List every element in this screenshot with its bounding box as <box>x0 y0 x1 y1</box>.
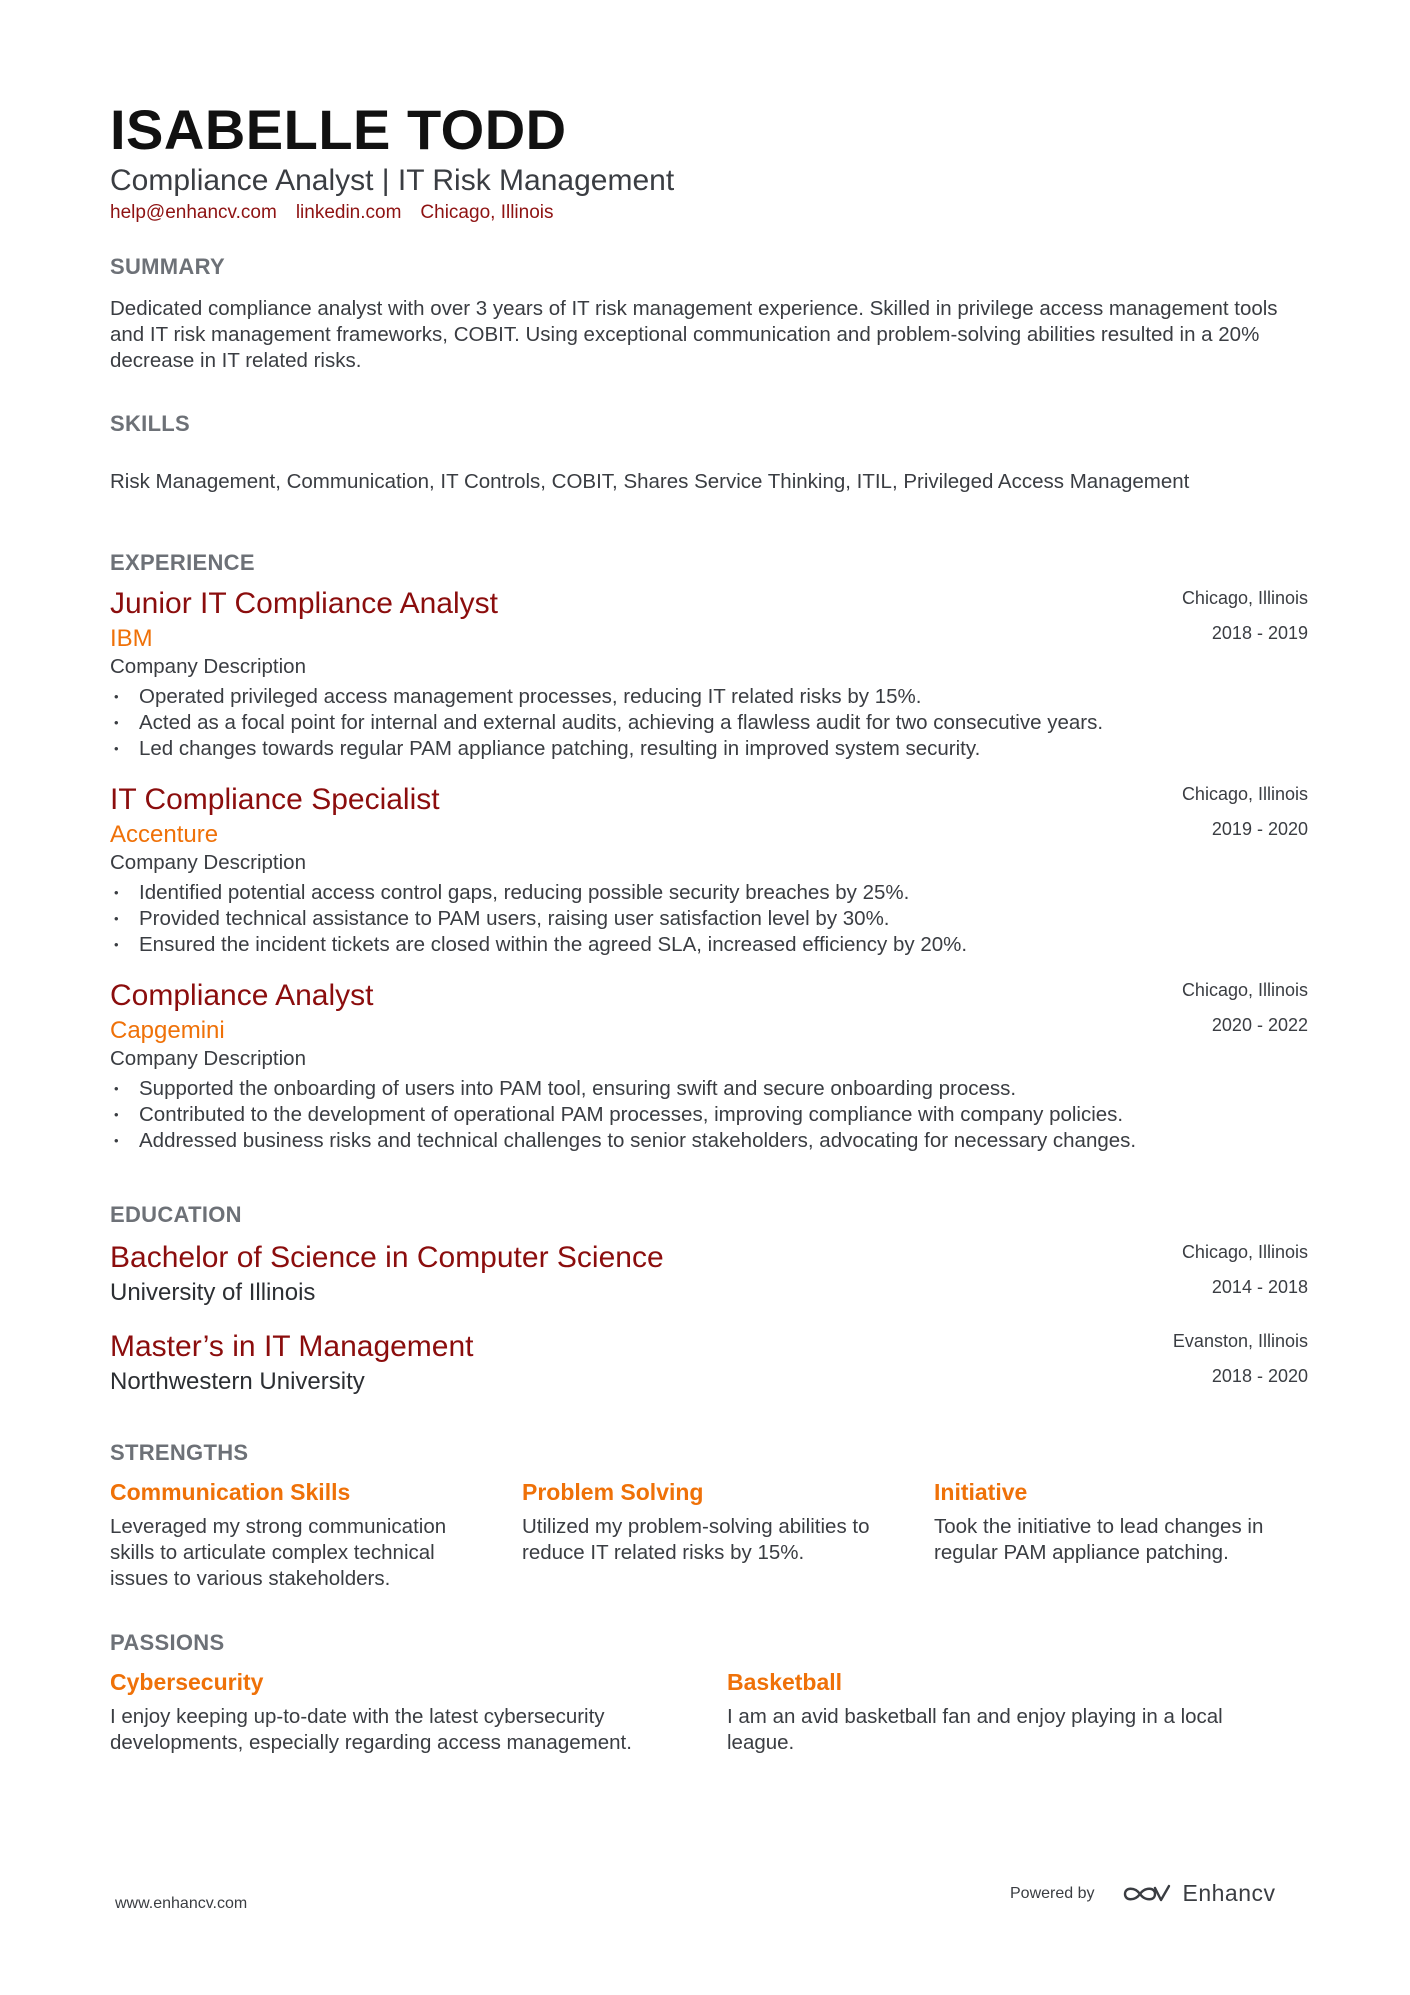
experience-bullet: • Ensured the incident tickets are closed within the agreed SLA, increased efficiency by 20%. <box>110 932 967 958</box>
experience-bullet: • Operated privileged access management processes, reducing IT related risks by 15%. <box>110 684 1103 710</box>
passion-text: I enjoy keeping up-to-date with the latest cybersecurity developments, especially regarding access management. <box>110 1705 632 1754</box>
experience-company: IBM <box>110 625 153 652</box>
summary-text: Dedicated compliance analyst with over 3 years of IT risk management experience. Skilled in privilege access management tools and IT risk management frameworks, COBIT. Using exceptional communication and problem-solving abilities resulted in a 20% decrease in IT related risks. <box>110 297 1278 372</box>
contact-info <box>110 200 554 226</box>
education-location: Evanston, Illinois <box>1172 1331 1308 1351</box>
experience-company: Accenture <box>110 821 219 848</box>
strength-text: Utilized my problem-solving abilities to reduce IT related risks by 15%. <box>522 1515 870 1564</box>
experience-dates: 2019 - 2020 <box>1211 819 1308 839</box>
education-location: Chicago, Illinois <box>1181 1242 1308 1262</box>
skills-text: Risk Management, Communication, IT Controls, COBIT, Shares Service Thinking, ITIL, Privileged Access Management <box>110 470 1190 493</box>
experience-company: Capgemini <box>110 1017 225 1044</box>
experience-bullet: • Acted as a focal point for internal and external audits, achieving a flawless audit for two consecutive years. <box>110 710 1103 736</box>
passion-text: I am an avid basketball fan and enjoy playing in a local league. <box>727 1705 1223 1754</box>
experience-bullet: • Supported the onboarding of users into PAM tool, ensuring swift and secure onboarding process. <box>110 1076 1136 1102</box>
contact-linkedin[interactable]: linkedin.com <box>295 202 402 223</box>
enhancv-brand-name: Enhancv <box>1182 1880 1276 1906</box>
education-dates: 2014 - 2018 <box>1211 1277 1308 1297</box>
strength-title: Communication Skills <box>110 1479 351 1505</box>
enhancv-logo-icon <box>1121 1881 1173 1907</box>
strength-text: Leveraged my strong communication skills to articulate complex technical issues to various stakeholders. <box>110 1515 447 1590</box>
passion-title: Basketball <box>727 1669 843 1695</box>
education-heading: EDUCATION <box>110 1202 242 1227</box>
experience-location: Chicago, Illinois <box>1181 588 1308 608</box>
summary-heading: SUMMARY <box>110 254 225 279</box>
experience-role: IT Compliance Specialist <box>110 783 440 816</box>
education-degree: Master’s in IT Management <box>110 1330 474 1363</box>
experience-role: Junior IT Compliance Analyst <box>110 587 498 620</box>
contact-email[interactable]: help@enhancv.com <box>110 202 277 223</box>
passion-title: Cybersecurity <box>110 1669 264 1695</box>
experience-company-description: Company Description <box>110 851 306 874</box>
education-school: Northwestern University <box>110 1368 365 1395</box>
education-dates: 2018 - 2020 <box>1211 1366 1308 1386</box>
candidate-name: ISABELLE TODD <box>110 98 567 161</box>
experience-dates: 2018 - 2019 <box>1211 623 1308 643</box>
contact-location: Chicago, Illinois <box>420 202 554 223</box>
footer-website[interactable]: www.enhancv.com <box>115 1895 248 1912</box>
footer-branding <box>1010 1880 1276 1907</box>
powered-by-label: Powered by <box>1010 1884 1095 1902</box>
experience-bullet: • Led changes towards regular PAM appliance patching, resulting in improved system security. <box>110 736 1103 762</box>
education-degree: Bachelor of Science in Computer Science <box>110 1241 664 1274</box>
experience-company-description: Company Description <box>110 655 306 678</box>
candidate-headline: Compliance Analyst | IT Risk Management <box>110 164 675 197</box>
strengths-heading: STRENGTHS <box>110 1440 249 1465</box>
experience-dates: 2020 - 2022 <box>1211 1015 1308 1035</box>
experience-bullets <box>110 880 967 958</box>
experience-location: Chicago, Illinois <box>1181 784 1308 804</box>
passions-heading: PASSIONS <box>110 1630 225 1655</box>
experience-bullet: • Provided technical assistance to PAM users, raising user satisfaction level by 30%. <box>110 906 967 932</box>
experience-company-description: Company Description <box>110 1047 306 1070</box>
experience-bullet: • Contributed to the development of operational PAM processes, improving compliance with company policies. <box>110 1102 1136 1128</box>
experience-bullet: • Addressed business risks and technical challenges to senior stakeholders, advocating for necessary changes. <box>110 1128 1136 1154</box>
experience-location: Chicago, Illinois <box>1181 980 1308 1000</box>
strength-title: Problem Solving <box>522 1479 704 1505</box>
strength-title: Initiative <box>934 1479 1028 1505</box>
experience-bullets <box>110 1076 1136 1154</box>
experience-bullets <box>110 684 1103 762</box>
experience-heading: EXPERIENCE <box>110 550 255 575</box>
experience-role: Compliance Analyst <box>110 979 374 1012</box>
strength-text: Took the initiative to lead changes in regular PAM appliance patching. <box>934 1515 1264 1564</box>
education-school: University of Illinois <box>110 1279 316 1306</box>
skills-heading: SKILLS <box>110 411 191 436</box>
experience-bullet: • Identified potential access control gaps, reducing possible security breaches by 25%. <box>110 880 967 906</box>
